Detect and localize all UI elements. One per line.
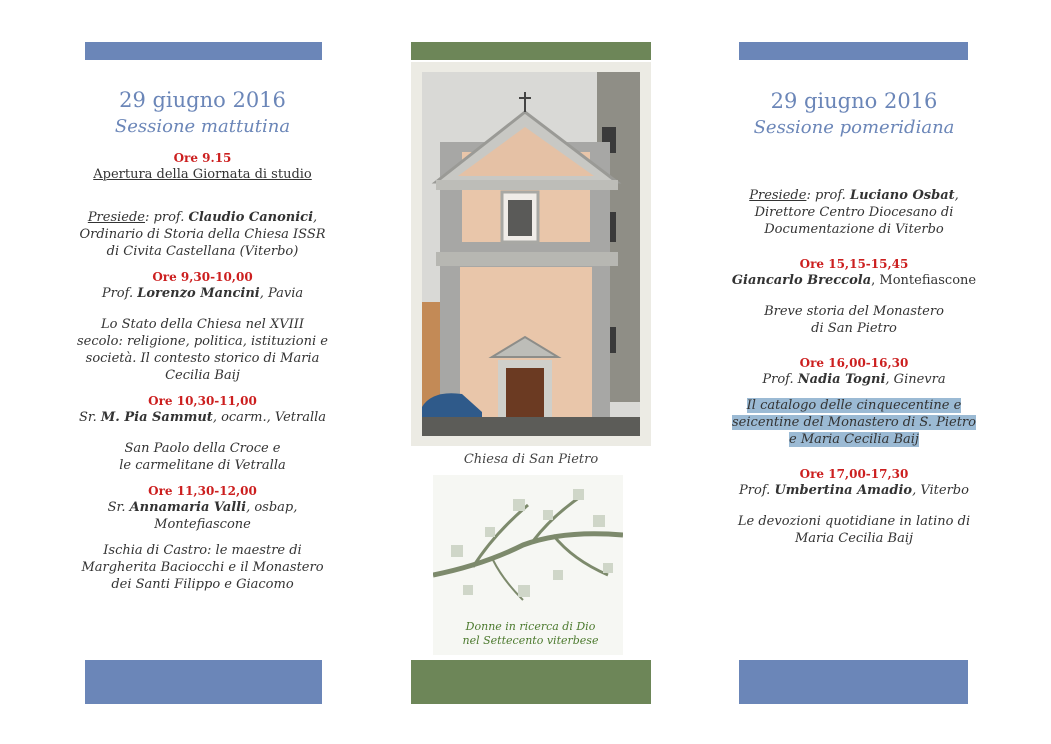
- talk-title: Maria Cecilia Baij: [794, 531, 914, 546]
- talk-title: società. Il contesto storico di Maria: [85, 351, 320, 366]
- right-session-title: Sessione pomeridiana: [753, 117, 955, 138]
- left-presiede: Presiede: prof. Claudio Canonici,: [87, 210, 318, 225]
- blossom-branch-icon: [433, 475, 623, 625]
- right-presiede: Presiede: prof. Luciano Osbat,: [749, 188, 959, 203]
- talk-title: Ischia di Castro: le maestre di: [103, 543, 302, 558]
- talk-time: Ore 10,30-11,00: [148, 394, 257, 408]
- presiede-role-line: Ordinario di Storia della Chiesa ISSR: [79, 227, 326, 242]
- presiede-name: Claudio Canonici: [188, 210, 314, 225]
- talk-title-highlighted: e Maria Cecilia Baij: [789, 432, 919, 447]
- top-bar-left: [85, 42, 322, 60]
- talk-speaker-place: Montefiascone: [154, 517, 251, 532]
- bottom-bar-left: [85, 660, 322, 704]
- talk-title: secolo: religione, politica, istituzioni e: [77, 334, 328, 349]
- talk-time: Ore 16,00-16,30: [799, 356, 909, 370]
- talk-title: Lo Stato della Chiesa nel XVIII: [101, 317, 304, 332]
- presiede-role-line: Documentazione di Viterbo: [764, 222, 944, 237]
- talk-time: Ore 15,15-15,45: [799, 257, 909, 271]
- talk-speaker: Prof. Nadia Togni, Ginevra: [762, 372, 946, 387]
- church-photo: [422, 72, 640, 436]
- talk-title: Cecilia Baij: [165, 368, 240, 383]
- talk-title: di San Pietro: [811, 321, 897, 336]
- talk-title-highlighted: seicentine del Monastero di S. Pietro: [732, 415, 976, 430]
- talk-speaker: Prof. Lorenzo Mancini, Pavia: [101, 286, 304, 301]
- talk-title: le carmelitane di Vetralla: [119, 458, 286, 473]
- talk-title: San Paolo della Croce e: [124, 441, 281, 456]
- talk-title: dei Santi Filippo e Giacomo: [111, 577, 294, 592]
- left-session-title: Sessione mattutina: [114, 116, 291, 137]
- talk-time: Ore 9,30-10,00: [152, 270, 253, 284]
- opening-title: Apertura della Giornata di studio: [93, 167, 312, 182]
- right-column: [720, 87, 988, 547]
- top-bar-middle: [411, 42, 651, 60]
- talk-time: Ore 17,00-17,30: [799, 467, 909, 481]
- presiede-label: Presiede: [87, 210, 146, 225]
- subtitle: [433, 620, 628, 648]
- talk-title: Breve storia del Monastero: [764, 304, 944, 319]
- talk-speaker: Giancarlo Breccola, Montefiascone: [731, 273, 977, 288]
- church-photo-frame: [411, 62, 651, 446]
- talk-speaker: Prof. Umbertina Amadio, Viterbo: [739, 483, 969, 498]
- left-column: [70, 86, 335, 593]
- talk-title-highlighted: Il catalogo delle cinquecentine e: [746, 398, 962, 413]
- presiede-role-line: di Civita Castellana (Viterbo): [106, 244, 299, 259]
- bottom-bar-middle: [411, 660, 651, 704]
- left-date: 29 giugno 2016: [119, 88, 286, 112]
- photo-caption: Chiesa di San Pietro: [463, 452, 599, 467]
- presiede-label: Presiede: [749, 188, 807, 203]
- talk-speaker: Sr. Annamaria Valli, osbap,: [107, 500, 298, 515]
- presiede-name: Luciano Osbat: [849, 188, 955, 203]
- subtitle-line: Donne in ricerca di Dio: [465, 620, 596, 633]
- talk-title: Le devozioni quotidiane in latino di: [737, 514, 971, 529]
- church-illustration: [422, 72, 640, 436]
- top-bar-right: [739, 42, 968, 60]
- talk-time: Ore 11,30-12,00: [148, 484, 257, 498]
- subtitle-line: nel Settecento viterbese: [462, 634, 599, 647]
- presiede-role-line: Direttore Centro Diocesano di: [754, 205, 954, 220]
- bottom-bar-right: [739, 660, 968, 704]
- talk-speaker: Sr. M. Pia Sammut, ocarm., Vetralla: [78, 410, 327, 425]
- right-date: 29 giugno 2016: [770, 89, 938, 113]
- talk-title: Margherita Baciocchi e il Monastero: [81, 560, 324, 575]
- opening-time: Ore 9.15: [173, 151, 232, 165]
